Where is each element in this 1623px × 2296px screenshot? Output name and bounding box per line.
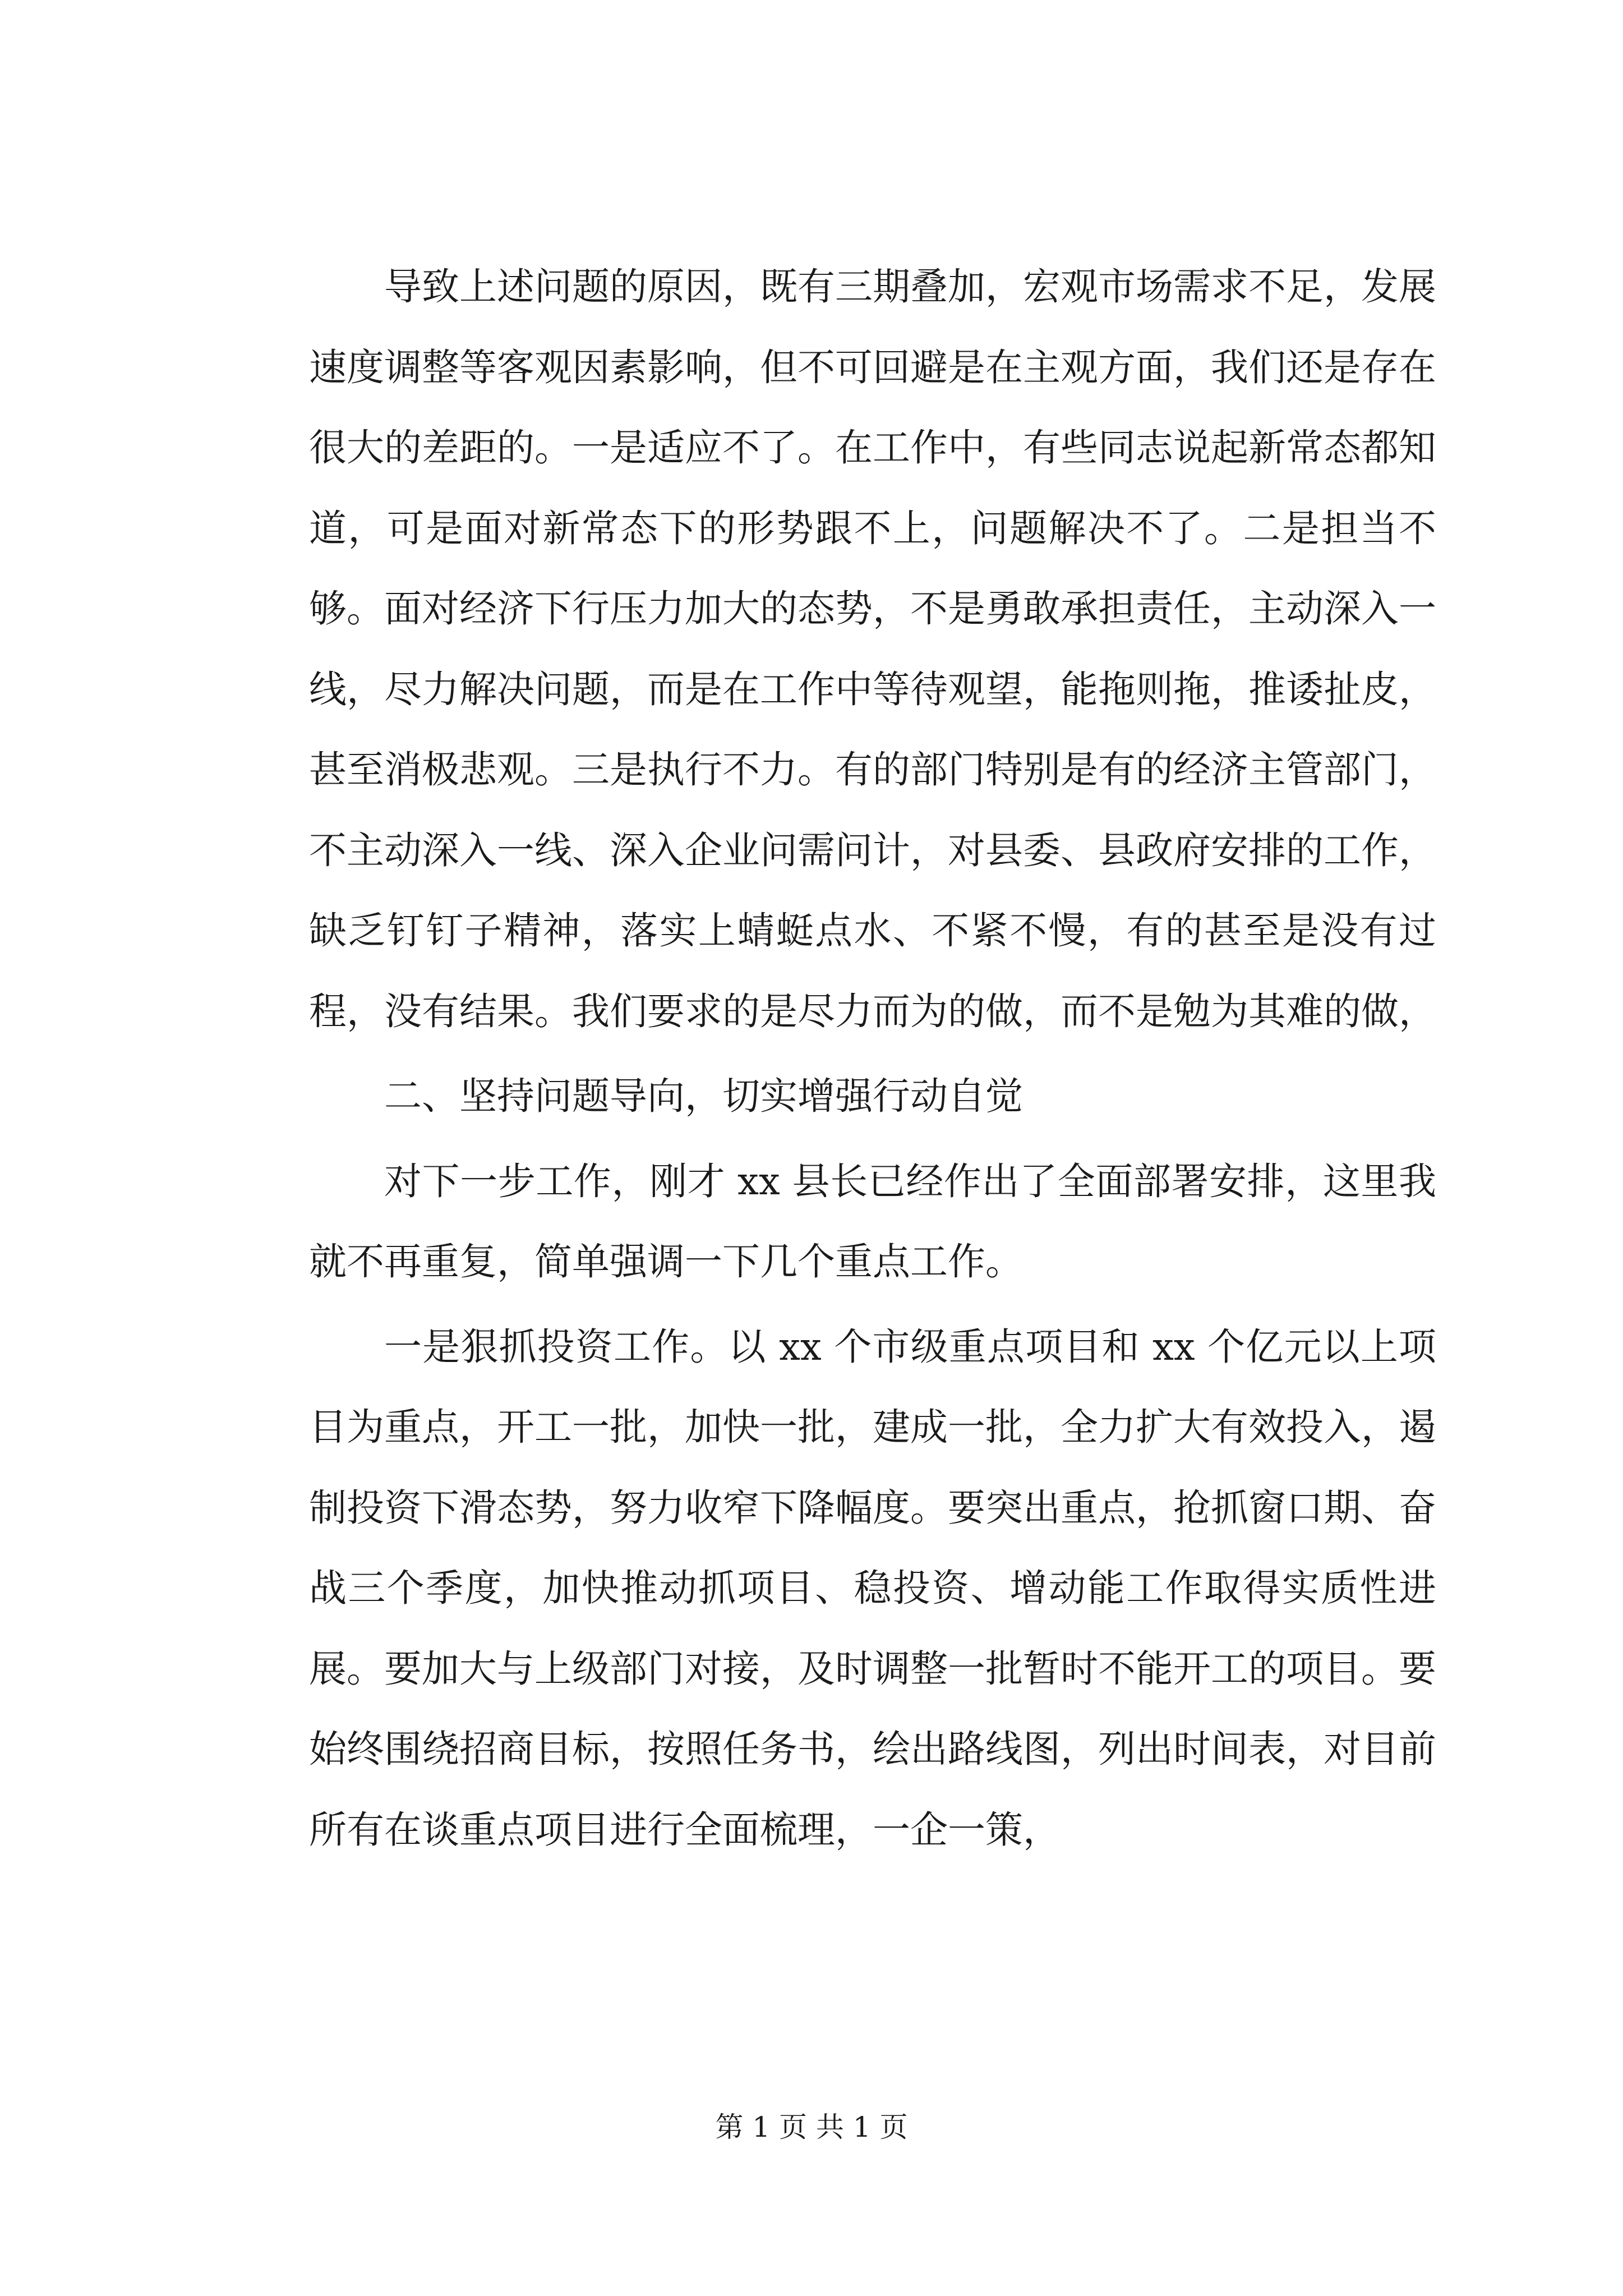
paragraph-next-steps: 对下一步工作，刚才 xx 县长已经作出了全面部署安排，这里我就不再重复，简单强调一下几个重点工作。 [309, 1159, 1436, 1283]
document-body [309, 247, 1436, 1870]
section-heading: 二、坚持问题导向，切实增强行动自觉 [384, 1074, 1023, 1118]
paragraph-causes: 导致上述问题的原因，既有三期叠加，宏观市场需求不足，发展速度调整等客观因素影响，但不可回避是在主观方面，我们还是存在很大的差距的。一是适应不了。在工作中，有些同志说起新常态都知道，可是面对新常态下的形势跟不上，问题解决不了。二是担当不够。面对经济下行压力加大的态势，不是勇敢承担责任，主动深入一线，尽力解决问题，而是在工作中等待观望，能拖则拖，推诿扯皮，甚至消极悲观。三是执行不力。有的部门特别是有的经济主管部门，不主动深入一线、深入企业问需问计，对县委、县政府安排的工作，缺乏钉钉子精神，落实上蜻蜓点水、不紧不慢，有的甚至是没有过程，没有结果。我们要求的是尽力而为的做，而不是勉为其难的做， [309, 265, 1436, 1033]
page-footer: 第 1 页 共 1 页 [715, 2111, 908, 2143]
paragraph-investment: 一是狠抓投资工作。以 xx 个市级重点项目和 xx 个亿元以上项目为重点，开工一批，加快一批，建成一批，全力扩大有效投入，遏制投资下滑态势，努力收窄下降幅度。要突出重点，抢抓窗口期、奋战三个季度，加快推动抓项目、稳投资、增动能工作取得实质性进展。要加大与上级部门对接，及时调整一批暂时不能开工的项目。要始终围绕招商目标，按照任务书，绘出路线图，列出时间表，对目前所有在谈重点项目进行全面梳理，一企一策， [309, 1324, 1436, 1852]
